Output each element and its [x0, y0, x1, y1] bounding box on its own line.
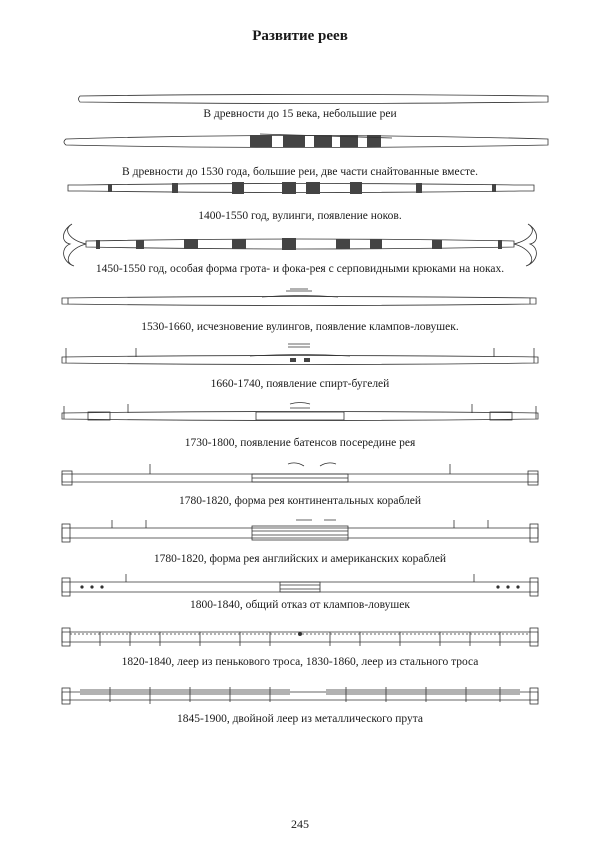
yard-drawing-7: [0, 398, 600, 428]
yard-caption-10: 1800-1840, общий отказ от клампов-ловушек: [190, 599, 410, 611]
yard-drawing-6: [0, 340, 600, 370]
yard-caption-7: 1730-1800, появление батенсов посередине рея: [184, 437, 416, 449]
yard-drawing-5: [0, 285, 600, 315]
yard-caption-8: 1780-1820, форма рея континентальных кораблей: [178, 495, 422, 507]
yard-drawing-10: [0, 572, 600, 602]
yard-drawing-3: [0, 180, 600, 196]
yard-drawing-11: [0, 622, 600, 652]
page-number: 245: [291, 817, 309, 831]
yard-caption-9: 1780-1820, форма рея английских и американских кораблей: [153, 553, 447, 565]
yard-caption-2: В древности до 1530 года, большие реи, две части снайтованные вместе.: [122, 166, 478, 178]
yard-caption-3: 1400-1550 год, вулинги, появление ноков.: [198, 210, 402, 222]
yard-drawing-8: [0, 458, 600, 488]
yard-caption-6: 1660-1740, появление спирт-бугелей: [210, 378, 390, 390]
yard-drawing-1: [0, 92, 600, 106]
yard-drawing-4: [0, 222, 600, 268]
yard-caption-5: 1530-1660, исчезновение вулингов, появление клампов-ловушек.: [141, 321, 459, 333]
yard-drawing-12: [0, 682, 600, 712]
yard-drawing-9: [0, 514, 600, 544]
yard-caption-4: 1450-1550 год, особая форма грота- и фока-рея с серповидными крюками на ноках.: [95, 263, 505, 275]
page-title: Развитие реев: [252, 28, 348, 44]
yard-caption-1: В древности до 15 века, небольшие реи: [203, 108, 397, 120]
yard-caption-12: 1845-1900, двойной леер из металлического прута: [176, 713, 423, 725]
yard-drawing-2: [0, 130, 600, 152]
yard-caption-11: 1820-1840, леер из пенькового троса, 1830-1860, леер из стального троса: [121, 656, 479, 668]
